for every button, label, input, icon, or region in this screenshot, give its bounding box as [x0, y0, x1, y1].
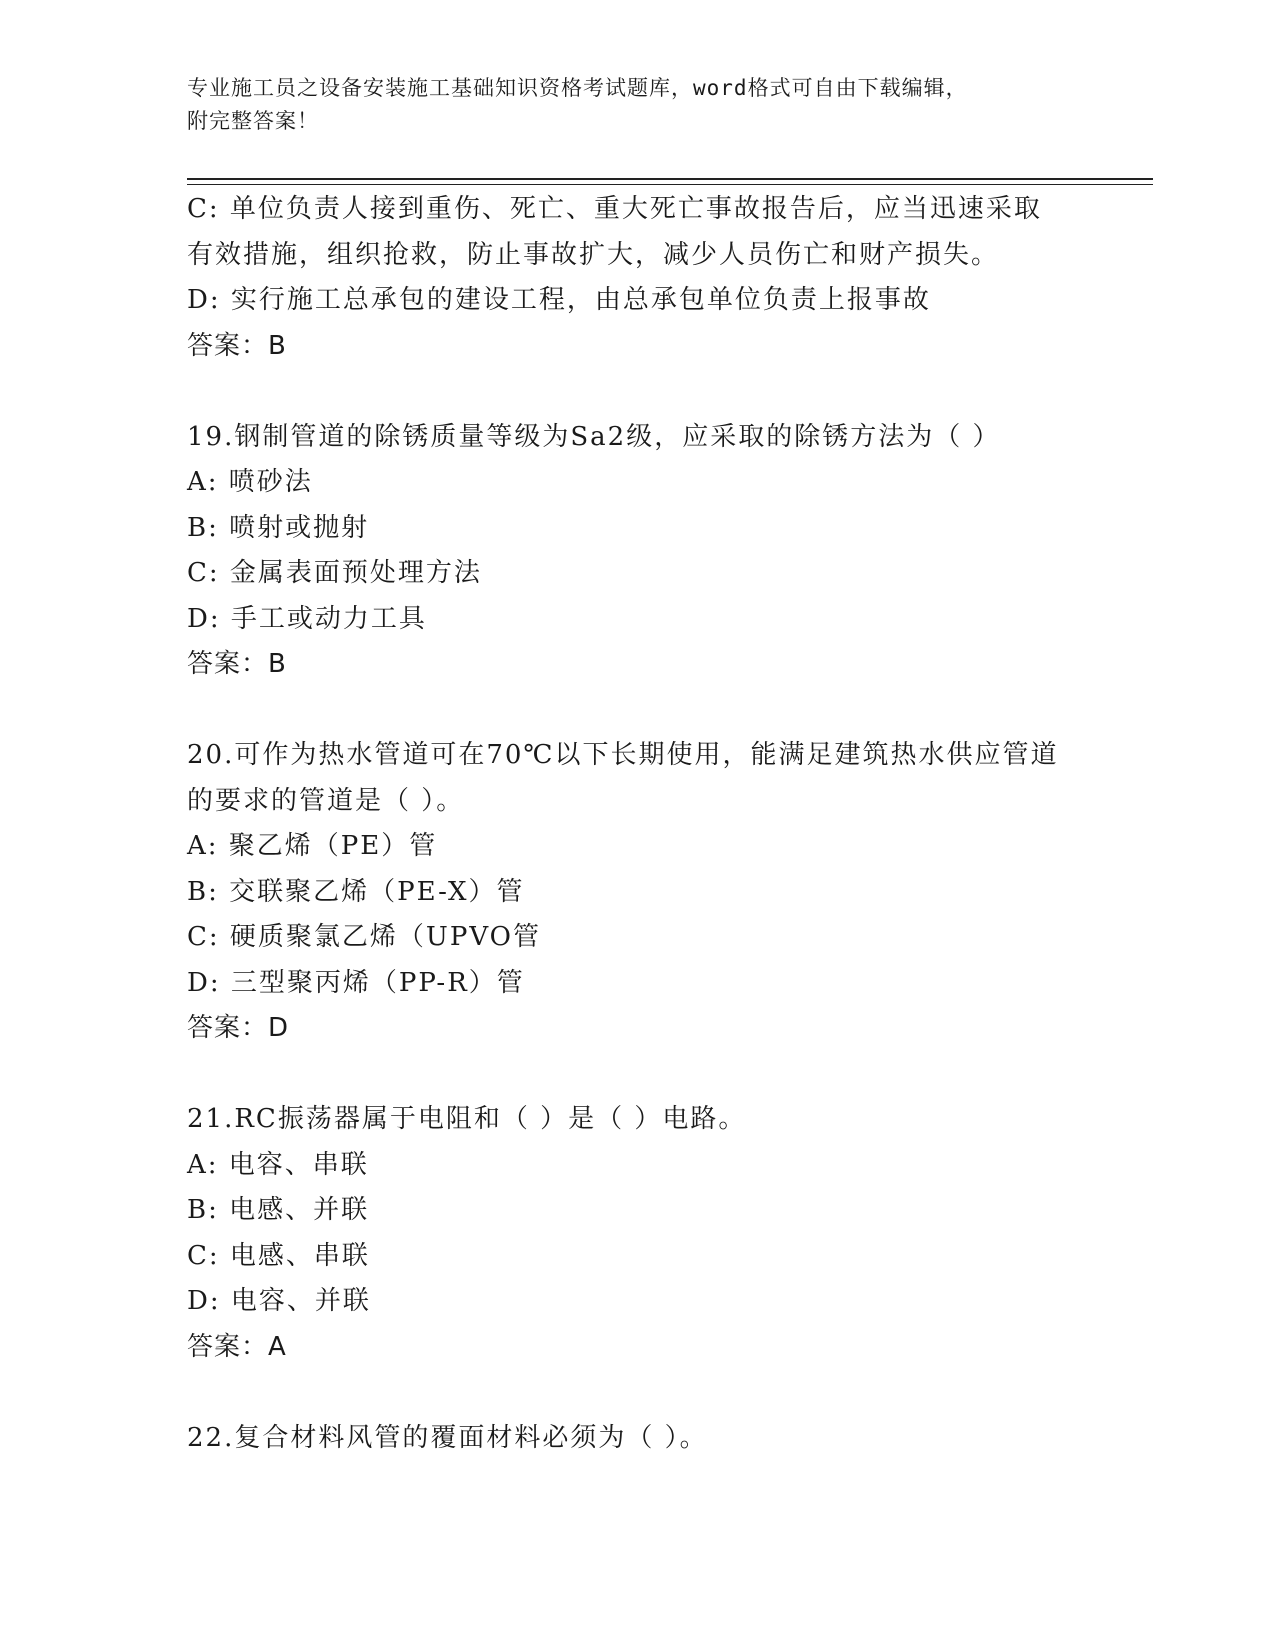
header-title-line1: 专业施工员之设备安装施工基础知识资格考试题库，word格式可自由下载编辑， [187, 76, 968, 100]
option-c: C: 金属表面预处理方法 [187, 558, 482, 588]
question-block-18-continued [187, 187, 1087, 369]
option-d: D: 实行施工总承包的建设工程，由总承包单位负责上报事故 [187, 285, 931, 315]
header-title-line2: 附完整答案！ [187, 109, 319, 133]
answer-label: 答案：D [187, 1013, 290, 1043]
spacer [187, 369, 1087, 415]
option-b: B: 喷射或抛射 [187, 512, 370, 543]
header-divider-thick [187, 178, 1153, 180]
option-c-line2: 有效措施，组织抢救，防止事故扩大，减少人员伤亡和财产损失。 [187, 239, 1000, 270]
option-b: B: 交联聚乙烯（PE-X）管 [187, 876, 525, 907]
option-c-line1: C: 单位负责人接到重伤、死亡、重大死亡事故报告后，应当迅速采取 [187, 194, 1042, 224]
spacer [187, 1052, 1087, 1098]
question-text-line1: 20.可作为热水管道可在70℃以下长期使用，能满足建筑热水供应管道 [187, 740, 1059, 770]
document-header [187, 72, 1087, 138]
option-a: A: 电容、串联 [187, 1149, 369, 1180]
answer-label: 答案：B [187, 330, 287, 361]
question-block-22 [187, 1416, 1087, 1462]
question-block-20 [187, 733, 1087, 1052]
answer-label: 答案：B [187, 649, 287, 679]
option-b: B: 电感、并联 [187, 1195, 370, 1225]
answer-label: 答案：A [187, 1331, 287, 1362]
question-text: 21.RC振荡器属于电阻和（ ）是（ ）电路。 [187, 1104, 747, 1134]
option-a: A: 聚乙烯（PE）管 [187, 831, 438, 861]
spacer [187, 688, 1087, 734]
question-text: 22.复合材料风管的覆面材料必须为（ ）。 [187, 1422, 708, 1453]
question-text: 19.钢制管道的除锈质量等级为Sa2级，应采取的除锈方法为（ ） [187, 421, 1001, 452]
option-d: D: 手工或动力工具 [187, 603, 427, 634]
question-text-line2: 的要求的管道是（ ）。 [187, 785, 465, 816]
option-d: D: 三型聚丙烯（PP-R）管 [187, 967, 525, 998]
option-c: C: 电感、串联 [187, 1240, 370, 1271]
option-a: A: 喷砂法 [187, 467, 313, 497]
spacer [187, 1370, 1087, 1416]
option-d: D: 电容、并联 [187, 1286, 371, 1316]
question-block-21 [187, 1097, 1087, 1370]
option-c: C: 硬质聚氯乙烯（UPVO管 [187, 922, 541, 952]
header-divider-thin [187, 184, 1153, 185]
question-list [187, 187, 1087, 1461]
question-block-19 [187, 415, 1087, 688]
